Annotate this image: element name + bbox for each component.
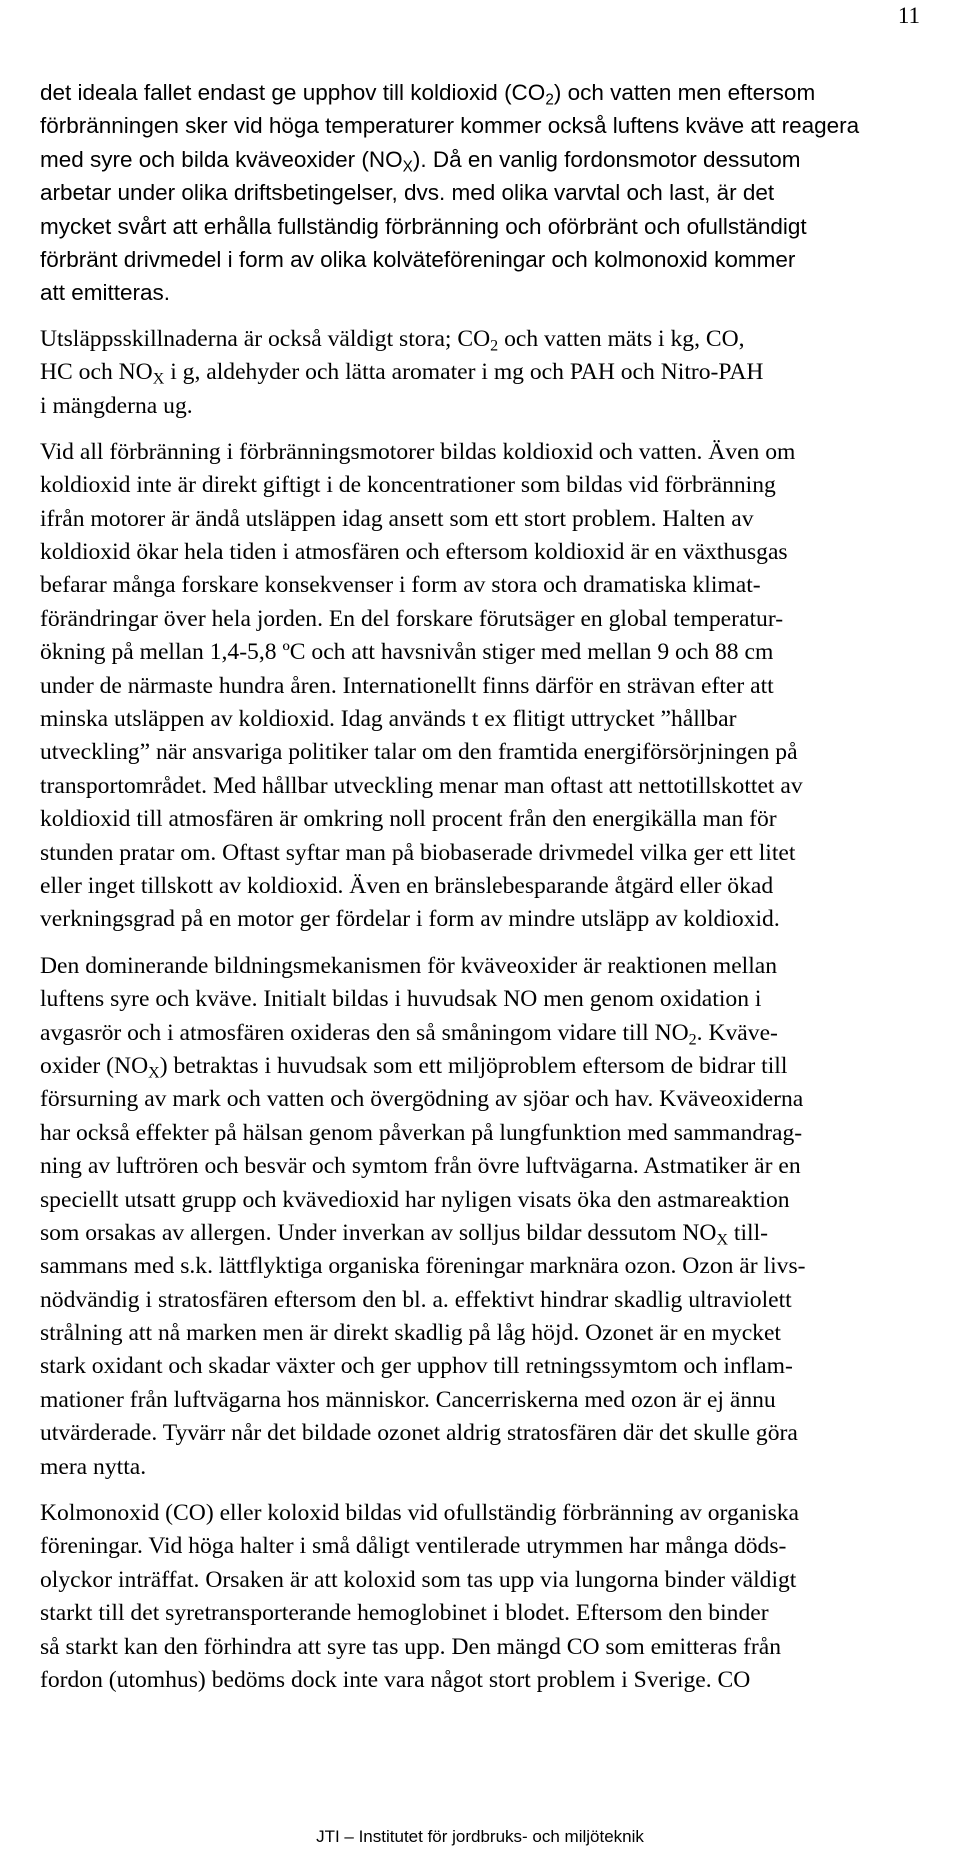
text-run: har också effekter på hälsan genom påverkan på lungfunktion med sammandrag-: [40, 1119, 803, 1146]
text-run: strålning att nå marken men är direkt skadlig på låg höjd. Ozonet är en mycket: [40, 1320, 781, 1347]
text-line: [40, 1284, 930, 1317]
text-line: [40, 569, 930, 602]
text-run: förbränt drivmedel i form av olika kolväteföreningar och kolmonoxid kommer: [40, 246, 796, 272]
text-line: [40, 109, 930, 142]
text-line: [40, 390, 930, 423]
subscript: X: [716, 1231, 729, 1249]
paragraph: [40, 1497, 930, 1697]
text-run: förbränningen sker vid höga temperaturer kommer också luftens kväve att reagera: [40, 113, 860, 139]
text-line: [40, 837, 930, 870]
text-run: utvärderade. Tyvärr når det bildade ozonet aldrig stratosfären där det skulle göra: [40, 1420, 798, 1447]
text-line: [40, 143, 930, 176]
text-run: det ideala fallet endast ge upphov till koldioxid (CO: [40, 80, 546, 105]
text-run: i g, aldehyder och lätta aromater i mg och PAH och Nitro-PAH: [164, 359, 764, 386]
text-run: under de närmaste hundra åren. Internationellt finns därför en strävan efter att: [40, 672, 774, 699]
subscript: 2: [490, 337, 499, 355]
text-line: [40, 870, 930, 903]
text-line: [40, 243, 930, 276]
text-line: [40, 469, 930, 502]
text-line: [40, 770, 930, 803]
text-run: mera nytta.: [40, 1453, 147, 1480]
text-run: arbetar under olika driftsbetingelser, dvs. med olika varvtal och last, är det: [40, 180, 775, 206]
text-run: transportområdet. Med hållbar utveckling menar man oftast att nettotillskottet av: [40, 772, 803, 799]
text-run: mycket svårt att erhålla fullständig förbränning och oförbränt och ofullständigt: [40, 213, 807, 239]
text-run: befarar många forskare konsekvenser i form av stora och dramatiska klimat-: [40, 572, 761, 599]
text-run: Den dominerande bildningsmekanismen för kväveoxider är reaktionen mellan: [40, 952, 778, 979]
text-run: oxider (NO: [40, 1052, 149, 1079]
text-run: som orsakas av allergen. Under inverkan av solljus bildar dessutom NO: [40, 1219, 717, 1246]
subscript: X: [402, 158, 413, 176]
page-footer: JTI – Institutet för jordbruks- och miljöteknik: [316, 1827, 644, 1846]
text-line: [40, 76, 930, 109]
text-run: nödvändig i stratosfären eftersom den bl. a. effektivt hindrar skadlig ultraviolett: [40, 1286, 792, 1313]
text-line: [40, 356, 930, 389]
text-run: Vid all förbränning i förbränningsmotorer bildas koldioxid och vatten. Även om: [40, 438, 796, 465]
text-line: [40, 736, 930, 769]
page-number: 11: [897, 3, 920, 28]
text-line: [40, 1217, 930, 1250]
text-run: verkningsgrad på en motor ger fördelar i form av mindre utsläpp av koldioxid.: [40, 906, 780, 933]
text-line: [40, 1350, 930, 1383]
text-line: [40, 603, 930, 636]
text-line: [40, 903, 930, 936]
text-line: [40, 1530, 930, 1563]
text-run: eller inget tillskott av koldioxid. Även en bränslebesparande åtgärd eller ökad: [40, 872, 774, 899]
text-line: [40, 1597, 930, 1630]
text-line: [40, 323, 930, 356]
document-body: [40, 76, 930, 1710]
text-line: [40, 1451, 930, 1484]
text-run: utveckling” när ansvariga politiker talar om den framtida energiförsörjningen på: [40, 739, 798, 766]
text-line: [40, 670, 930, 703]
text-line: [40, 536, 930, 569]
paragraph: [40, 323, 930, 423]
text-line: [40, 176, 930, 209]
subscript: X: [148, 1064, 160, 1082]
text-run: Utsläppsskillnaderna är också väldigt stora; CO: [40, 325, 491, 352]
text-run: ning av luftrören och besvär och symtom från övre luftvägarna. Astmatiker är en: [40, 1153, 801, 1180]
text-run: förändringar över hela jorden. En del forskare förutsäger en global temperatur-: [40, 605, 784, 632]
text-run: i mängderna ug.: [40, 392, 193, 419]
text-run: stark oxidant och skadar växter och ger upphov till retningssymtom och inflam-: [40, 1353, 793, 1380]
text-run: olyckor inträffat. Orsaken är att koloxid som tas upp via lungorna binder väldigt: [40, 1566, 797, 1593]
text-line: [40, 1417, 930, 1450]
text-run: koldioxid inte är direkt giftigt i de koncentrationer som bildas vid förbränning: [40, 472, 776, 499]
text-line: [40, 503, 930, 536]
text-line: [40, 1384, 930, 1417]
text-run: luftens syre och kväve. Initialt bildas i huvudsak NO men genom oxidation i: [40, 986, 762, 1013]
text-run: med syre och bilda kväveoxider (NO: [40, 146, 403, 172]
text-run: ). Då en vanlig fordonsmotor dessutom: [412, 146, 801, 172]
text-line: [40, 1017, 930, 1050]
text-line: [40, 1184, 930, 1217]
paragraph: [40, 436, 930, 937]
text-run: stunden pratar om. Oftast syftar man på biobaserade drivmedel vilka ger ett litet: [40, 839, 796, 866]
text-run: ifrån motorer är ändå utsläppen idag ansett som ett stort problem. Halten av: [40, 505, 754, 532]
text-line: [40, 983, 930, 1016]
text-run: föreningar. Vid höga halter i små dåligt ventilerade utrymmen har många döds-: [40, 1533, 787, 1560]
text-line: [40, 1317, 930, 1350]
text-line: [40, 1250, 930, 1283]
paragraph: [40, 76, 930, 310]
subscript: X: [152, 370, 165, 388]
text-run: att emitteras.: [40, 280, 171, 306]
text-run: försurning av mark och vatten och övergödning av sjöar och hav. Kväveoxiderna: [40, 1086, 804, 1113]
text-run: koldioxid ökar hela tiden i atmosfären och eftersom koldioxid är en växthusgas: [40, 539, 788, 566]
text-line: [40, 276, 930, 309]
text-line: [40, 1150, 930, 1183]
text-run: ) betraktas i huvudsak som ett miljöproblem eftersom de bidrar till: [159, 1052, 788, 1079]
text-run: fordon (utomhus) bedöms dock inte vara något stort problem i Sverige. CO: [40, 1666, 751, 1693]
text-run: koldioxid till atmosfären är omkring noll procent från den energikälla man för: [40, 806, 777, 833]
text-run: Kolmonoxid (CO) eller koloxid bildas vid ofullständig förbränning av organiska: [40, 1500, 800, 1527]
text-line: [40, 1050, 930, 1083]
text-line: [40, 1117, 930, 1150]
paragraph: [40, 950, 930, 1484]
text-line: [40, 1664, 930, 1697]
text-run: speciellt utsatt grupp och kvävedioxid har nyligen visats öka den astmareaktion: [40, 1186, 790, 1213]
text-run: starkt till det syretransporterande hemoglobinet i blodet. Eftersom den binder: [40, 1600, 769, 1627]
subscript: 2: [688, 1031, 697, 1049]
text-line: [40, 1497, 930, 1530]
text-run: och vatten mäts i kg, CO,: [498, 325, 745, 352]
text-run: sammans med s.k. lättflyktiga organiska föreningar marknära ozon. Ozon är livs-: [40, 1253, 806, 1280]
text-line: [40, 1631, 930, 1664]
text-line: [40, 210, 930, 243]
text-run: ) och vatten men eftersom: [553, 80, 816, 105]
text-run: . Kväve-: [696, 1019, 778, 1046]
text-line: [40, 1083, 930, 1116]
subscript: 2: [545, 91, 554, 109]
text-run: till-: [728, 1219, 768, 1246]
text-line: [40, 636, 930, 669]
text-run: mationer från luftvägarna hos människor. Cancerriskerna med ozon är ej ännu: [40, 1386, 776, 1413]
text-run: HC och NO: [40, 359, 153, 386]
text-line: [40, 436, 930, 469]
text-line: [40, 950, 930, 983]
text-run: ökning på mellan 1,4-5,8 ºC och att havsnivån stiger med mellan 9 och 88 cm: [40, 639, 774, 666]
text-run: så starkt kan den förhindra att syre tas upp. Den mängd CO som emitteras från: [40, 1633, 782, 1660]
text-run: avgasrör och i atmosfären oxideras den så småningom vidare till NO: [40, 1019, 689, 1046]
text-line: [40, 803, 930, 836]
text-run: minska utsläppen av koldioxid. Idag används t ex flitigt uttrycket ”hållbar: [40, 706, 737, 733]
text-line: [40, 1564, 930, 1597]
text-line: [40, 703, 930, 736]
